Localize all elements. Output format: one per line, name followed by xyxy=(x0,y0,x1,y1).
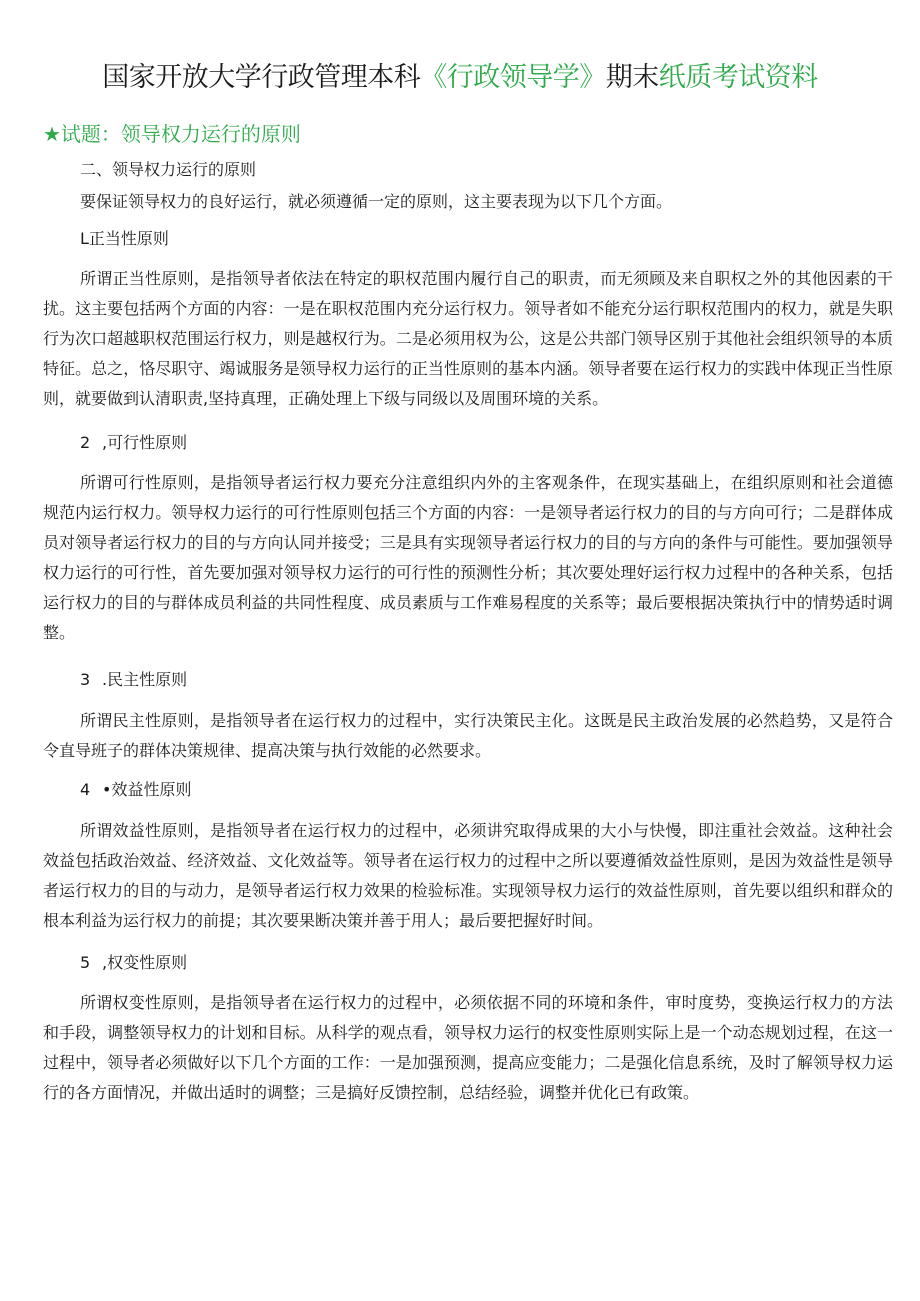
principle-3-body: 所谓民主性原则，是指领导者在运行权力的过程中，实行决策民主化。这既是民主政治发展的必然趋势，又是符合令直导班子的群体决策规律、提高决策与执行效能的必然要求。 xyxy=(43,711,893,760)
principle-1-body: 所谓正当性原则，是指领导者依法在特定的职权范围内履行自己的职责，而无须顾及来自职权之外的其他因素的干扰。这主要包括两个方面的内容：一是在职权范围内充分运行权力。领导者如不能充分运行职权范围内的权力，就是失职行为次口超越职权范围运行权力，则是越权行为。二是必须用权为公，这是公共部门领导区别于其他社会组织领导的本质特征。总之，恪尽职守、竭诚服务是领导权力运行的正当性原则的基本内涵。领导者要在运行权力的实践中体现正当性原则，就要做到认清职责,坚持真理，正确处理上下级与同级以及周围环境的关系。 xyxy=(43,269,893,408)
section-heading: 二、领导权力运行的原则 xyxy=(80,160,257,179)
principle-1-title: L正当性原则 xyxy=(80,229,169,248)
principle-2-number: 2 xyxy=(80,433,91,452)
principle-4-number: 4 xyxy=(80,780,91,799)
principle-3-number: 3 xyxy=(80,670,91,689)
principle-2-title: ,可行性原则 xyxy=(102,433,188,452)
principle-1-heading xyxy=(80,227,169,251)
principle-4-body: 所谓效益性原则，是指领导者在运行权力的过程中，必须讲究取得成果的大小与快慢，即注重社会效益。这种社会效益包括政治效益、经济效益、文化效益等。领导者在运行权力的过程中之所以要遵循效益性原则，是因为效益性是领导者运行权力的目的与动力，是领导者运行权力效果的检验标准。实现领导权力运行的效益性原则，首先要以组织和群众的根本利益为运行权力的前提；其次要果断决策并善于用人；最后要把握好时间。 xyxy=(43,821,893,930)
principle-5-heading xyxy=(80,951,187,975)
title-part-1: 国家开放大学行政管理本科 xyxy=(102,62,421,93)
principle-5-title: ,权变性原则 xyxy=(102,953,188,972)
principle-3-heading xyxy=(80,668,187,692)
question-heading: ★试题：领导权力运行的原则 xyxy=(43,122,301,146)
principle-2-heading xyxy=(80,431,187,455)
title-part-4: 纸质考试资料 xyxy=(658,62,818,93)
principle-5-body: 所谓权变性原则，是指领导者在运行权力的过程中，必须依据不同的环境和条件，审时度势，变换运行权力的方法和手段，调整领导权力的计划和目标。从科学的观点看，领导权力运行的权变性原则实际上是一个动态规划过程，在这一过程中，领导者必须做好以下几个方面的工作：一是加强预测，提高应变能力；二是强化信息系统，及时了解领导权力运行的各方面情况，并做出适时的调整；三是搞好反馈控制，总结经验，调整并优化已有政策。 xyxy=(43,993,893,1102)
principle-4-heading xyxy=(80,778,191,802)
document-title xyxy=(0,58,920,98)
title-part-2: 《行政领导学》 xyxy=(420,62,606,93)
principle-5-number: 5 xyxy=(80,953,91,972)
intro-text: 要保证领导权力的良好运行，就必须遵循一定的原则，这主要表现为以下几个方面。 xyxy=(80,192,673,211)
principle-4-title: •效益性原则 xyxy=(102,780,192,799)
title-part-3: 期末 xyxy=(605,62,659,93)
principle-3-title: .民主性原则 xyxy=(102,670,188,689)
principle-2-body: 所谓可行性原则，是指领导者运行权力要充分注意组织内外的主客观条件，在现实基础上，在组织原则和社会道德规范内运行权力。领导权力运行的可行性原则包括三个方面的内容：一是领导者运行权力的目的与方向可行；二是群体成员对领导者运行权力的目的与方向认同并接受；三是具有实现领导者运行权力的目的与方向的条件与可能性。要加强领导权力运行的可行性，首先要加强对领导权力运行的可行性的预测性分析；其次要处理好运行权力过程中的各种关系，包括运行权力的目的与群体成员利益的共同性程度、成员素质与工作难易程度的关系等；最后要根据决策执行中的情势适时调整。 xyxy=(43,473,893,642)
